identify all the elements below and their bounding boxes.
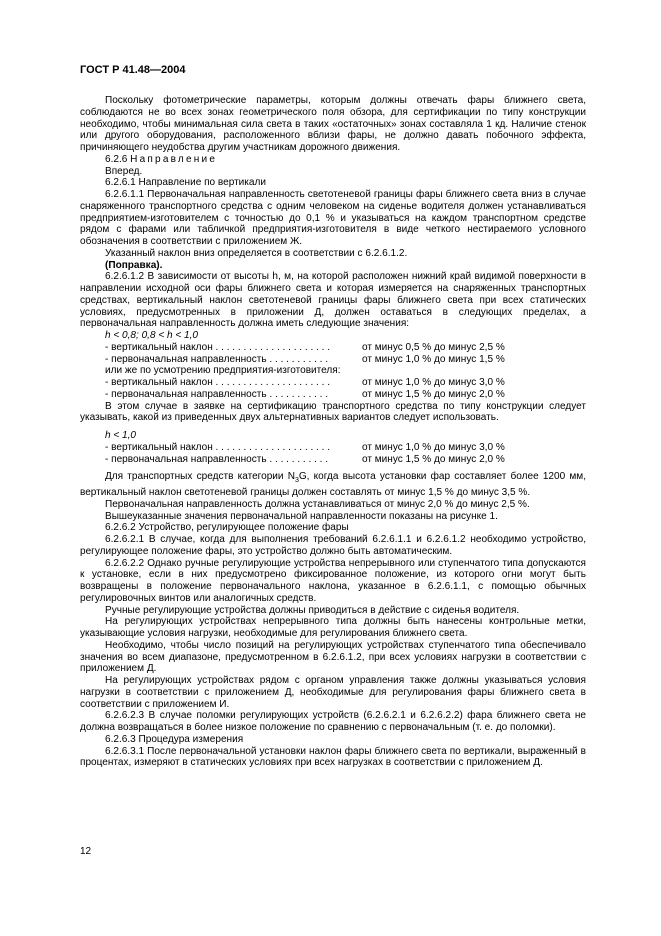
limit-value: от минус 1,0 % до минус 3,0 % (362, 441, 505, 453)
section-heading-6-2-6 (80, 154, 586, 166)
limit-label: - первоначальная направленность . . . . . . . . . . . (105, 353, 329, 365)
limit-value: от минус 1,5 % до минус 2,0 % (362, 388, 505, 400)
limit-value: от минус 1,0 % до минус 1,5 % (362, 353, 505, 365)
limit-row (80, 454, 586, 466)
document-header: ГОСТ Р 41.48—2004 (80, 64, 186, 76)
limit-label: - вертикальный наклон . . . . . . . . . . . . . . . . . . . . . (105, 377, 330, 388)
section-heading-6-2-6-3: 6.2.6.3 Процедура измерения (105, 733, 244, 745)
limit-label: - первоначальная направленность . . . . . . . . . . . (105, 453, 329, 465)
limit-row (80, 342, 586, 354)
paragraph-n3g: Для транспортных средств категории $N_3G$, когда высота установки фар составляет более 1200 мм, вертикальный наклон светотеневой границы должен составлять от минус 1,5 % до минус 3,5 %. (80, 471, 586, 498)
paragraph-initial-direction: Первоначальная направленность должна устанавливаться от минус 2,0 % до минус 2,5 %. (105, 498, 530, 510)
section-title: Направление (130, 153, 218, 165)
paragraph-figure-ref: Вышеуказанные значения первоначальной направленности показаны на рисунке 1. (105, 510, 498, 522)
section-number: 6.2.6 (105, 153, 128, 165)
limit-value: от минус 1,0 % до минус 3,0 % (362, 377, 505, 388)
paragraph-6-2-6-1-2: 6.2.6.1.2 В зависимости от высоты h, м, на которой расположен нижний край видимой поверхности в направлении исходной оси фары ближнего света и которая измеряется на снаряженных транспортных средствах, вертикальный наклон светотеневой границы фары ближнего света при всех статических условиях, предусмотренных в приложении Д, должен оставаться в следующих пределах, а первоначальная направленность должна иметь следующие значения: (80, 271, 586, 330)
height-range-2: h < 1,0 (105, 430, 137, 441)
limit-label: - вертикальный наклон . . . . . . . . . . . . . . . . . . . . . (105, 441, 330, 453)
paragraph-6-2-6-1-1: 6.2.6.1.1 Первоначальная направленность светотеневой границы фары ближнего света вниз в случае снаряженного транспортного средства с одним человеком на сиденье водителя должен устанавливаться предприятием-изготовителем с точностью до 0,1 % и указываться на каждом транспортном средстве рядом с фарами или табличкой предприятия-изготовителя в виде четкого нестираемого условного обозначения в соответствии с приложением Ж. (80, 189, 586, 247)
page-body (80, 95, 586, 769)
page-number: 12 (80, 846, 92, 857)
limit-value: от минус 0,5 % до минус 2,5 % (362, 341, 505, 353)
limit-label: - первоначальная направленность . . . . . . . . . . . (105, 388, 329, 400)
paragraph-photometric: Поскольку фотометрические параметры, которым должны отвечать фары ближнего света, соблюдаются не во всех зонах геометрического поля обзора, для сертификации по типу конструкции необходимо, чтобы минимальная сила света в таких «остаточных» зонах составляла 1 кд. Наличие стенок или другого оборудования, расположенного вблизи фары, не должно давать побочного эффекта, причиняющего неудобства другим участникам дорожного движения. (80, 95, 586, 153)
section-heading-6-2-6-1: 6.2.6.1 Направление по вертикали (105, 177, 266, 189)
limit-row (80, 354, 586, 366)
paragraph-or-manufacturer: или же по усмотрению предприятия-изготовителя: (105, 365, 341, 377)
paragraph-tilt-defined: Указанный наклон вниз определяется в соответствии с 6.2.6.1.2. (105, 247, 408, 259)
paragraph-correction: (Поправка). (105, 259, 163, 271)
limit-row (80, 389, 586, 401)
height-range-1: h < 0,8; 0,8 < h < 1,0 (105, 330, 199, 341)
paragraph-application: В этом случае в заявке на сертификацию транспортного средства по типу конструкции следует указывать, какой из приведенных двух альтернативных вариантов следует использовать. (80, 400, 586, 424)
limit-label: - вертикальный наклон . . . . . . . . . . . . . . . . . . . . . (105, 341, 330, 353)
paragraph-6-2-6-2-2: 6.2.6.2.2 Однако ручные регулирующие устройства непрерывного или ступенчатого типа допускаются к установке, если в них предусмотрено фиксированное положение, из которого огни могут быть возвращены в положение первоначального наклона, указанное в 6.2.6.1.1, с помощью обычных регулировочных винтов или аналогичных средств. (80, 557, 586, 604)
section-heading-6-2-6-2: 6.2.6.2 Устройство, регулирующее положение фары (105, 522, 349, 534)
paragraph-6-2-6-3-1: 6.2.6.3.1 После первоначальной установки наклон фары ближнего света по вертикали, выраженный в процентах, измеряют в статических условиях при всех нагрузках в соответствии с приложением Д. (80, 745, 586, 769)
paragraph-control-organ: На регулирующих устройствах рядом с органом управления также должны указываться условия нагрузки в соответствии с приложением Д, необходимые для регулирования фары ближнего света в соответствии с приложением И. (80, 675, 586, 710)
paragraph-6-2-6-2-3: 6.2.6.2.3 В случае поломки регулирующих устройств (6.2.6.2.1 и 6.2.6.2.2) фара ближнего света не должна возвращаться в более низкое положение по сравнению с первоначальным (т. е. до поломки). (80, 710, 586, 733)
limit-row (80, 377, 586, 389)
paragraph-manual-devices: Ручные регулирующие устройства должны приводиться в действие с сиденья водителя. (105, 604, 520, 616)
limit-row (80, 442, 586, 454)
paragraph-forward: Вперед. (105, 165, 143, 177)
limit-value: от минус 1,5 % до минус 2,0 % (362, 453, 505, 465)
paragraph-6-2-6-2-1: 6.2.6.2.1 В случае, когда для выполнения требований 6.2.6.1.1 и 6.2.6.1.2 необходимо устройство, регулирующее положение фары, это устройство должно быть автоматическим. (80, 534, 586, 557)
paragraph-positions: Необходимо, чтобы число позиций на регулирующих устройствах ступенчатого типа обеспечивало значения во всем диапазоне, предусмотренном в 6.2.6.1.2, при всех условиях нагрузки в соответствии с приложением Д. (80, 639, 586, 675)
paragraph-marks: На регулирующих устройствах непрерывного типа должны быть нанесены контрольные метки, указывающие условия нагрузки, необходимые для регулирования ближнего света. (80, 616, 586, 639)
